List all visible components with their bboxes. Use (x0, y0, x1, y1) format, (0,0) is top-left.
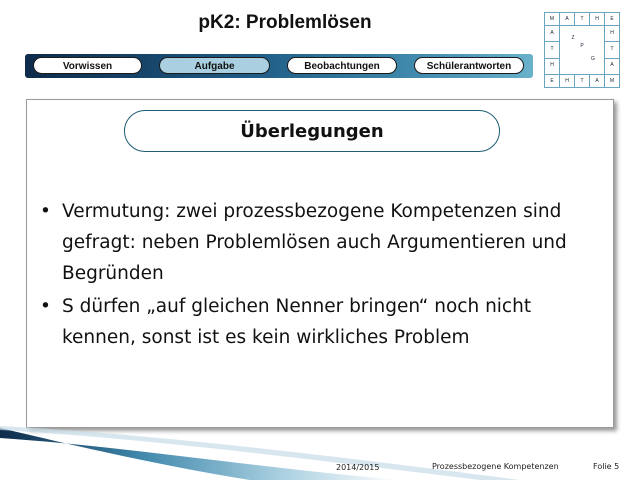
logo-letter: H (550, 62, 554, 68)
logo-letter: E (610, 16, 614, 22)
logo-letter: H (565, 78, 569, 84)
bullet-text: S dürfen „auf gleichen Nenner bringen“ noch nicht kennen, sonst ist es kein wirkliches Problem (62, 296, 532, 348)
footer-slide-number: Folie 5 (593, 462, 620, 471)
footer-year: 2014/2015 (336, 463, 380, 472)
logo-letter: A (550, 30, 554, 36)
logo-letter: A (595, 78, 599, 84)
bullet-text: Vermutung: zwei prozessbezogene Kompetenzen sind gefragt: neben Problemlösen auch Argumentieren und Begründen (62, 201, 567, 284)
nav-button-schuelerantworten[interactable]: Schülerantworten (414, 57, 524, 74)
bullet-dot-icon: • (40, 201, 51, 222)
bullet-item (38, 196, 598, 289)
logo-letter: M (549, 16, 555, 22)
logo-letter: T (580, 78, 584, 84)
mathe-logo (544, 12, 620, 88)
logo-letter: E (550, 78, 554, 84)
logo-letter: H (610, 30, 614, 36)
logo-letter: A (565, 16, 569, 22)
bullet-list (38, 196, 598, 355)
logo-letter: M (609, 78, 615, 84)
section-heading: Überlegungen (124, 110, 500, 152)
footer-swoosh (0, 424, 640, 480)
logo-letter: P (580, 43, 584, 49)
logo-letter: T (580, 16, 584, 22)
logo-letter: H (595, 16, 599, 22)
logo-letter: T (610, 46, 614, 52)
logo-letter: A (610, 62, 614, 68)
slide-title: pK2: Problemlösen (198, 12, 372, 33)
bullet-dot-icon: • (40, 296, 51, 317)
nav-button-beobachtungen[interactable]: Beobachtungen (287, 57, 397, 74)
nav-button-aufgabe[interactable]: Aufgabe (159, 57, 270, 74)
logo-letter: T (550, 46, 554, 52)
bullet-item (38, 291, 598, 353)
footer-subject: Prozessbezogene Kompetenzen (432, 462, 559, 471)
nav-bar (25, 54, 533, 78)
nav-button-vorwissen[interactable]: Vorwissen (33, 57, 142, 74)
logo-letter: Z (571, 35, 575, 41)
logo-letter: G (591, 56, 595, 62)
